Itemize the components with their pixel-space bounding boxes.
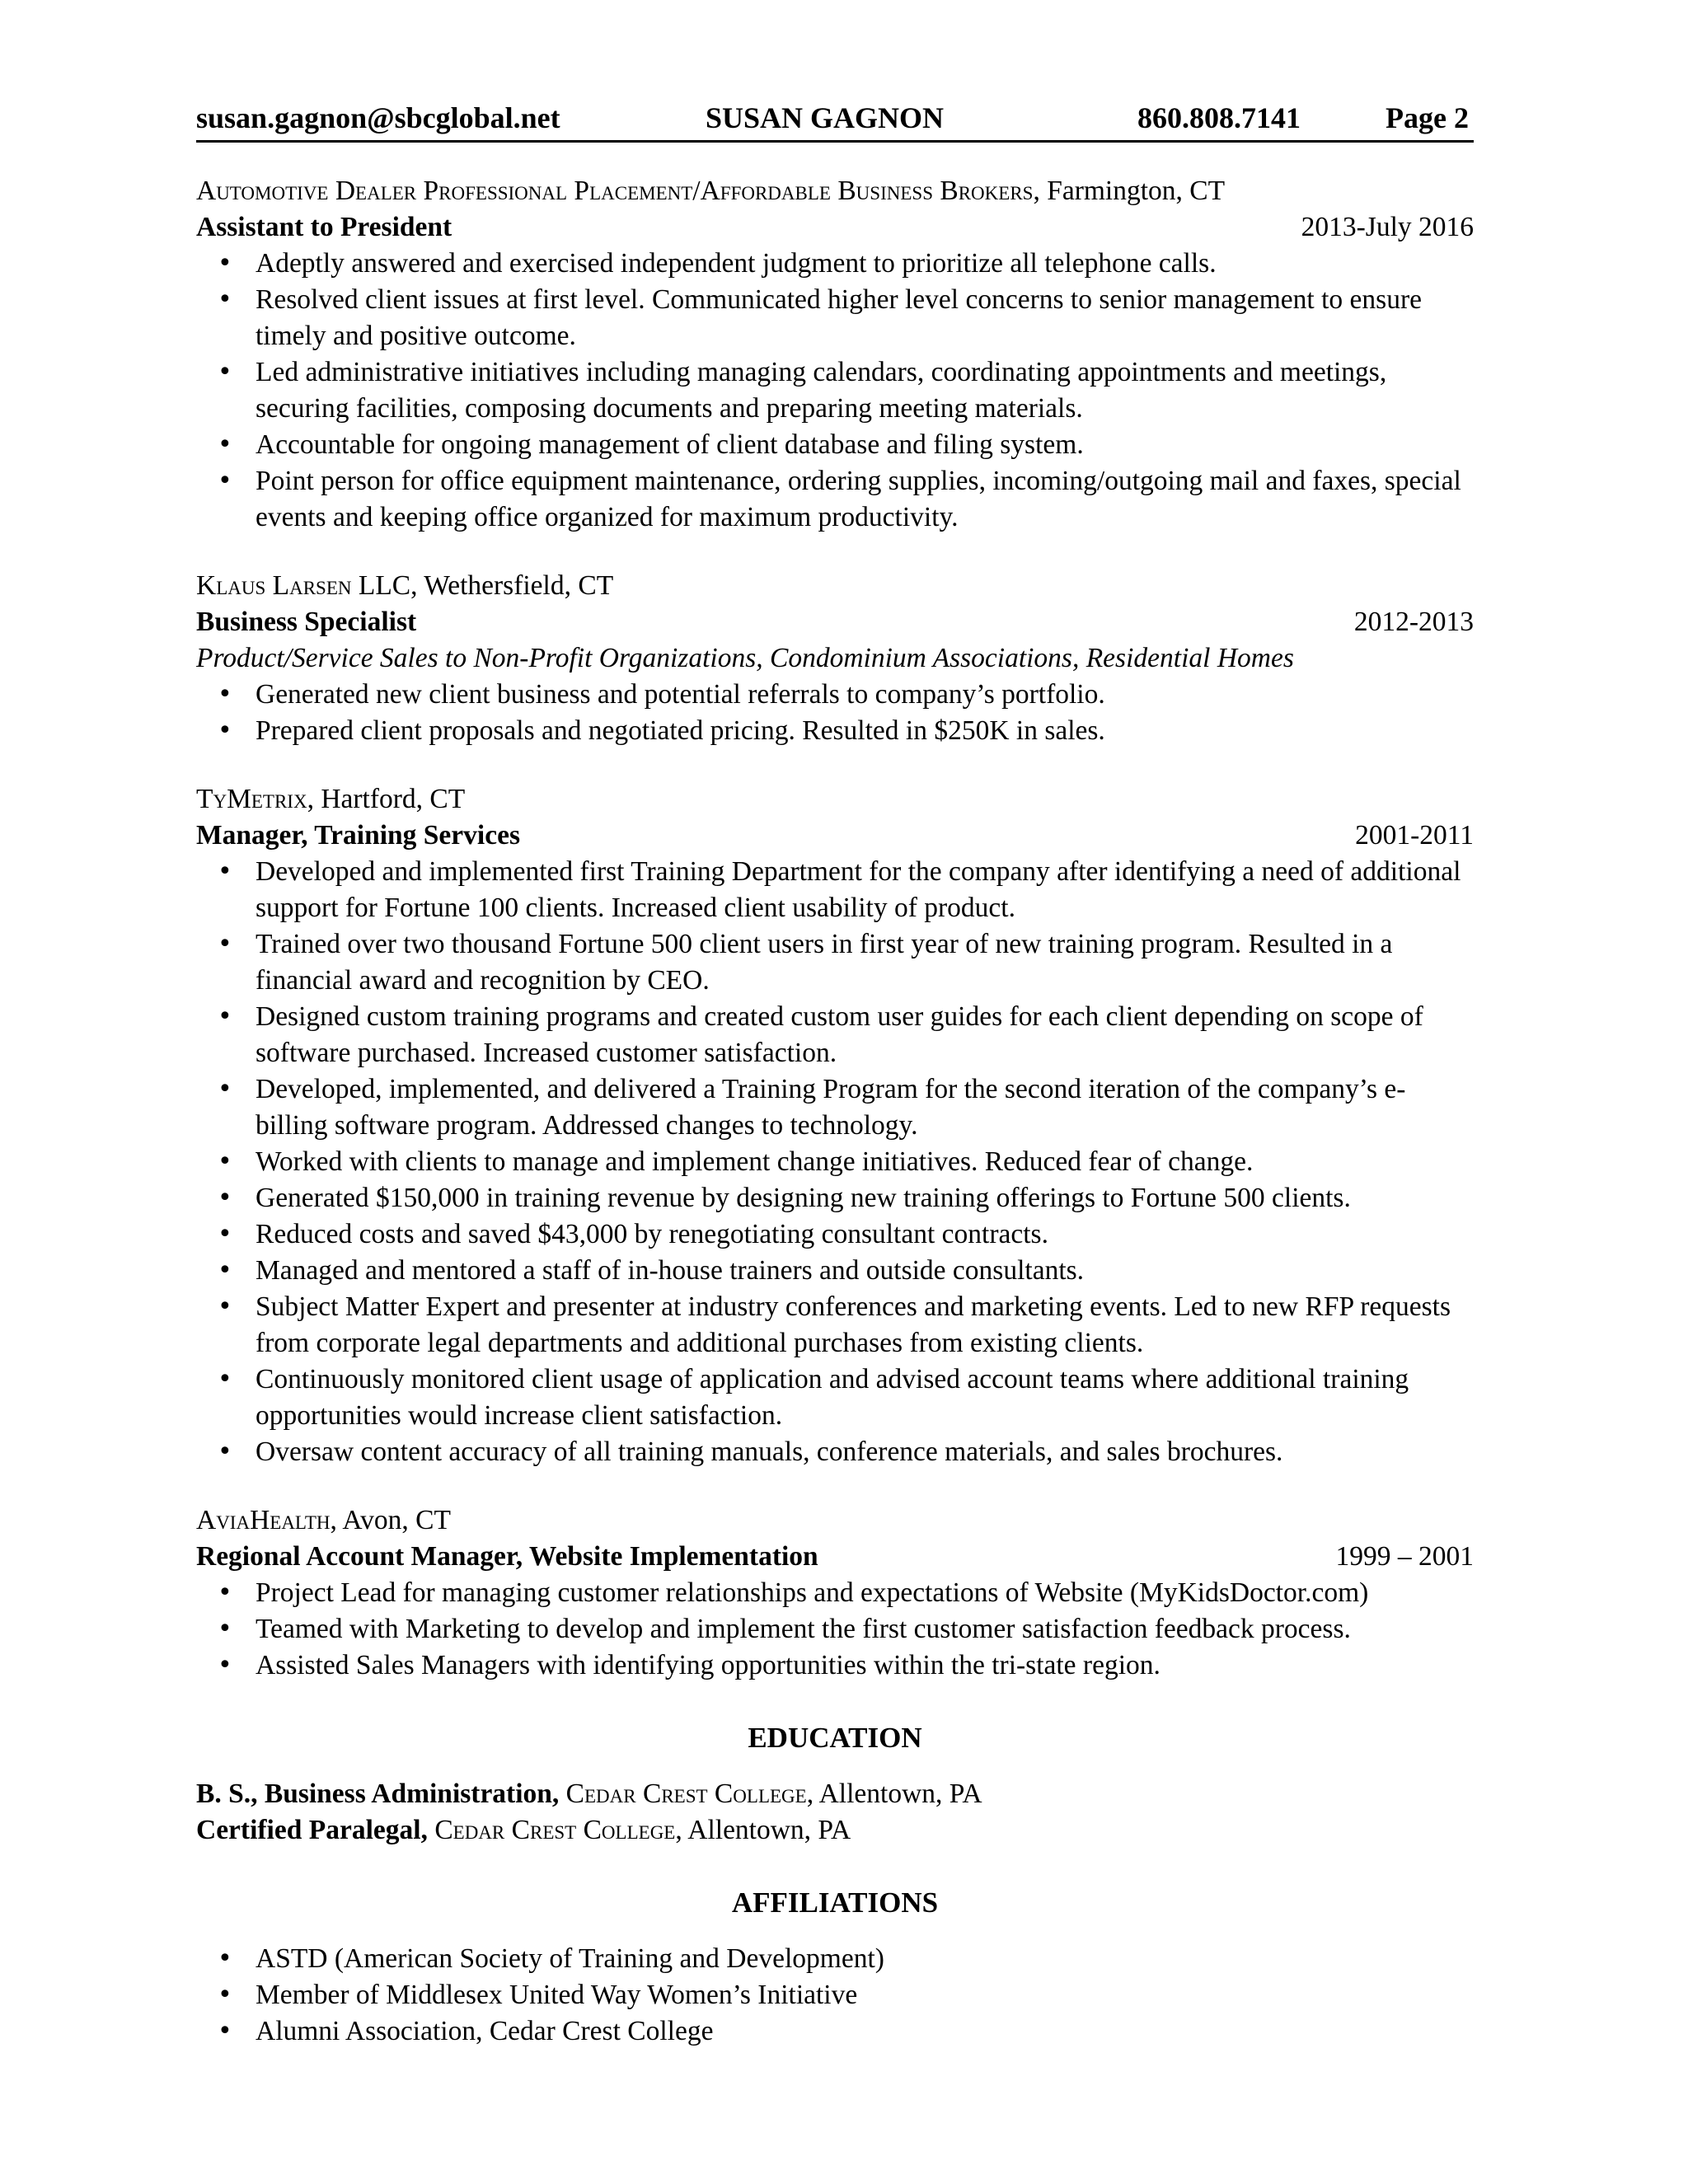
bullet-item: • Subject Matter Expert and presenter at industry conferences and marketing events. Led to new RFP requests from corporate legal departments and additional purchases from existing clients. — [196, 1289, 1474, 1361]
job-title: Regional Account Manager, Website Implementation — [196, 1541, 818, 1572]
resume-content — [196, 173, 1474, 2050]
job-title: Assistant to President — [196, 212, 452, 242]
education-degree: Certified Paralegal, — [196, 1815, 428, 1845]
job-bullets — [196, 854, 1474, 1470]
job-title-row — [196, 604, 1474, 640]
bullet-item: • Prepared client proposals and negotiated pricing. Resulted in $250K in sales. — [196, 713, 1474, 749]
education-heading: EDUCATION — [748, 1722, 922, 1754]
bullet-item: • Accountable for ongoing management of client database and filing system. — [196, 427, 1474, 463]
job-dates: 2001-2011 — [1355, 820, 1474, 851]
header-name: SUSAN GAGNON — [706, 101, 945, 134]
bullet-item: • Assisted Sales Managers with identifying opportunities within the tri-state region. — [196, 1647, 1474, 1684]
header-email: susan.gagnon@sbcglobal.net — [196, 101, 560, 134]
company-name: Klaus Larsen — [196, 570, 352, 601]
bullet-item: • Worked with clients to manage and implement change initiatives. Reduced fear of change. — [196, 1144, 1474, 1180]
bullet-item: • Project Lead for managing customer relationships and expectations of Website (MyKidsDoctor.com) — [196, 1575, 1474, 1611]
company-location: , Avon, CT — [330, 1505, 451, 1535]
job-entry — [196, 1502, 1474, 1684]
job-entry — [196, 781, 1474, 1470]
job-title: Manager, Training Services — [196, 820, 520, 851]
bullet-item: • Developed, implemented, and delivered a Training Program for the second iteration of the company’s e-billing software program. Addressed changes to technology. — [196, 1071, 1474, 1144]
bullet-item: • Generated $150,000 in training revenue by designing new training offerings to Fortune 500 clients. — [196, 1180, 1474, 1216]
job-bullets — [196, 677, 1474, 749]
job-title-row — [196, 1539, 1474, 1575]
education-school: Cedar Crest College — [434, 1815, 676, 1845]
company-name: TyMetrix — [196, 784, 307, 814]
company-location: , Farmington, CT — [1033, 176, 1226, 206]
education-degree: B. S., Business Administration, — [196, 1779, 560, 1809]
education-location: , Allentown, PA — [675, 1815, 851, 1845]
bullet-item: • Continuously monitored client usage of application and advised account teams where additional training opportunities would increase client satisfaction. — [196, 1361, 1474, 1434]
company-line — [196, 568, 1474, 604]
bullet-item: • Trained over two thousand Fortune 500 client users in first year of new training program. Resulted in a financial award and recognition by CEO. — [196, 926, 1474, 999]
affiliation-item: • Member of Middlesex United Way Women’s Initiative — [196, 1977, 1474, 2013]
education-school: Cedar Crest College — [565, 1779, 807, 1809]
company-name: Automotive Dealer Professional Placement/Affordable Business Brokers — [196, 176, 1034, 206]
education-list — [196, 1776, 1474, 1849]
job-bullets — [196, 1575, 1474, 1684]
bullet-item: • Designed custom training programs and created custom user guides for each client depending on scope of software purchased. Increased customer satisfaction. — [196, 999, 1474, 1071]
affiliations-heading: AFFILIATIONS — [731, 1886, 939, 1919]
job-subtitle: Product/Service Sales to Non-Profit Organizations, Condominium Associations, Residential Homes — [196, 643, 1294, 673]
bullet-item: • Adeptly answered and exercised independent judgment to prioritize all telephone calls. — [196, 246, 1474, 282]
company-location: LLC, Wethersfield, CT — [351, 570, 614, 601]
job-dates: 2013-July 2016 — [1301, 212, 1474, 242]
job-title-row — [196, 209, 1474, 246]
job-dates: 1999 – 2001 — [1335, 1541, 1474, 1572]
education-location: , Allentown, PA — [806, 1779, 982, 1809]
education-item — [196, 1812, 1474, 1849]
bullet-item: • Oversaw content accuracy of all training manuals, conference materials, and sales brochures. — [196, 1434, 1474, 1470]
bullet-item: • Developed and implemented first Training Department for the company after identifying a need of additional support for Fortune 100 clients. Increased client usability of product. — [196, 854, 1474, 926]
affiliation-item: • ASTD (American Society of Training and Development) — [196, 1941, 1474, 1977]
company-line — [196, 1502, 1474, 1539]
company-line — [196, 781, 1474, 818]
affiliation-item: • Alumni Association, Cedar Crest College — [196, 2013, 1474, 2050]
job-dates: 2012-2013 — [1353, 607, 1474, 637]
bullet-item: • Generated new client business and potential referrals to company’s portfolio. — [196, 677, 1474, 713]
job-bullets — [196, 246, 1474, 536]
bullet-item: • Teamed with Marketing to develop and implement the first customer satisfaction feedback process. — [196, 1611, 1474, 1647]
job-title: Business Specialist — [196, 607, 417, 637]
page-header — [196, 96, 1474, 143]
company-name: AviaHealth — [196, 1505, 331, 1535]
job-entry — [196, 173, 1474, 536]
job-entry — [196, 568, 1474, 749]
education-item — [196, 1776, 1474, 1812]
bullet-item: • Resolved client issues at first level. Communicated higher level concerns to senior management to ensure timely and positive outcome. — [196, 282, 1474, 354]
header-phone: 860.808.7141 — [1137, 101, 1301, 134]
company-location: , Hartford, CT — [307, 784, 466, 814]
bullet-item: • Led administrative initiatives including managing calendars, coordinating appointments and meetings, securing facilities, composing documents and preparing meeting materials. — [196, 354, 1474, 427]
job-title-row — [196, 818, 1474, 854]
header-page-number: Page 2 — [1386, 101, 1469, 134]
affiliations-list — [196, 1941, 1474, 2050]
company-line — [196, 173, 1474, 209]
bullet-item: • Managed and mentored a staff of in-house trainers and outside consultants. — [196, 1253, 1474, 1289]
bullet-item: • Point person for office equipment maintenance, ordering supplies, incoming/outgoing mail and faxes, special events and keeping office organized for maximum productivity. — [196, 463, 1474, 536]
bullet-item: • Reduced costs and saved $43,000 by renegotiating consultant contracts. — [196, 1216, 1474, 1253]
